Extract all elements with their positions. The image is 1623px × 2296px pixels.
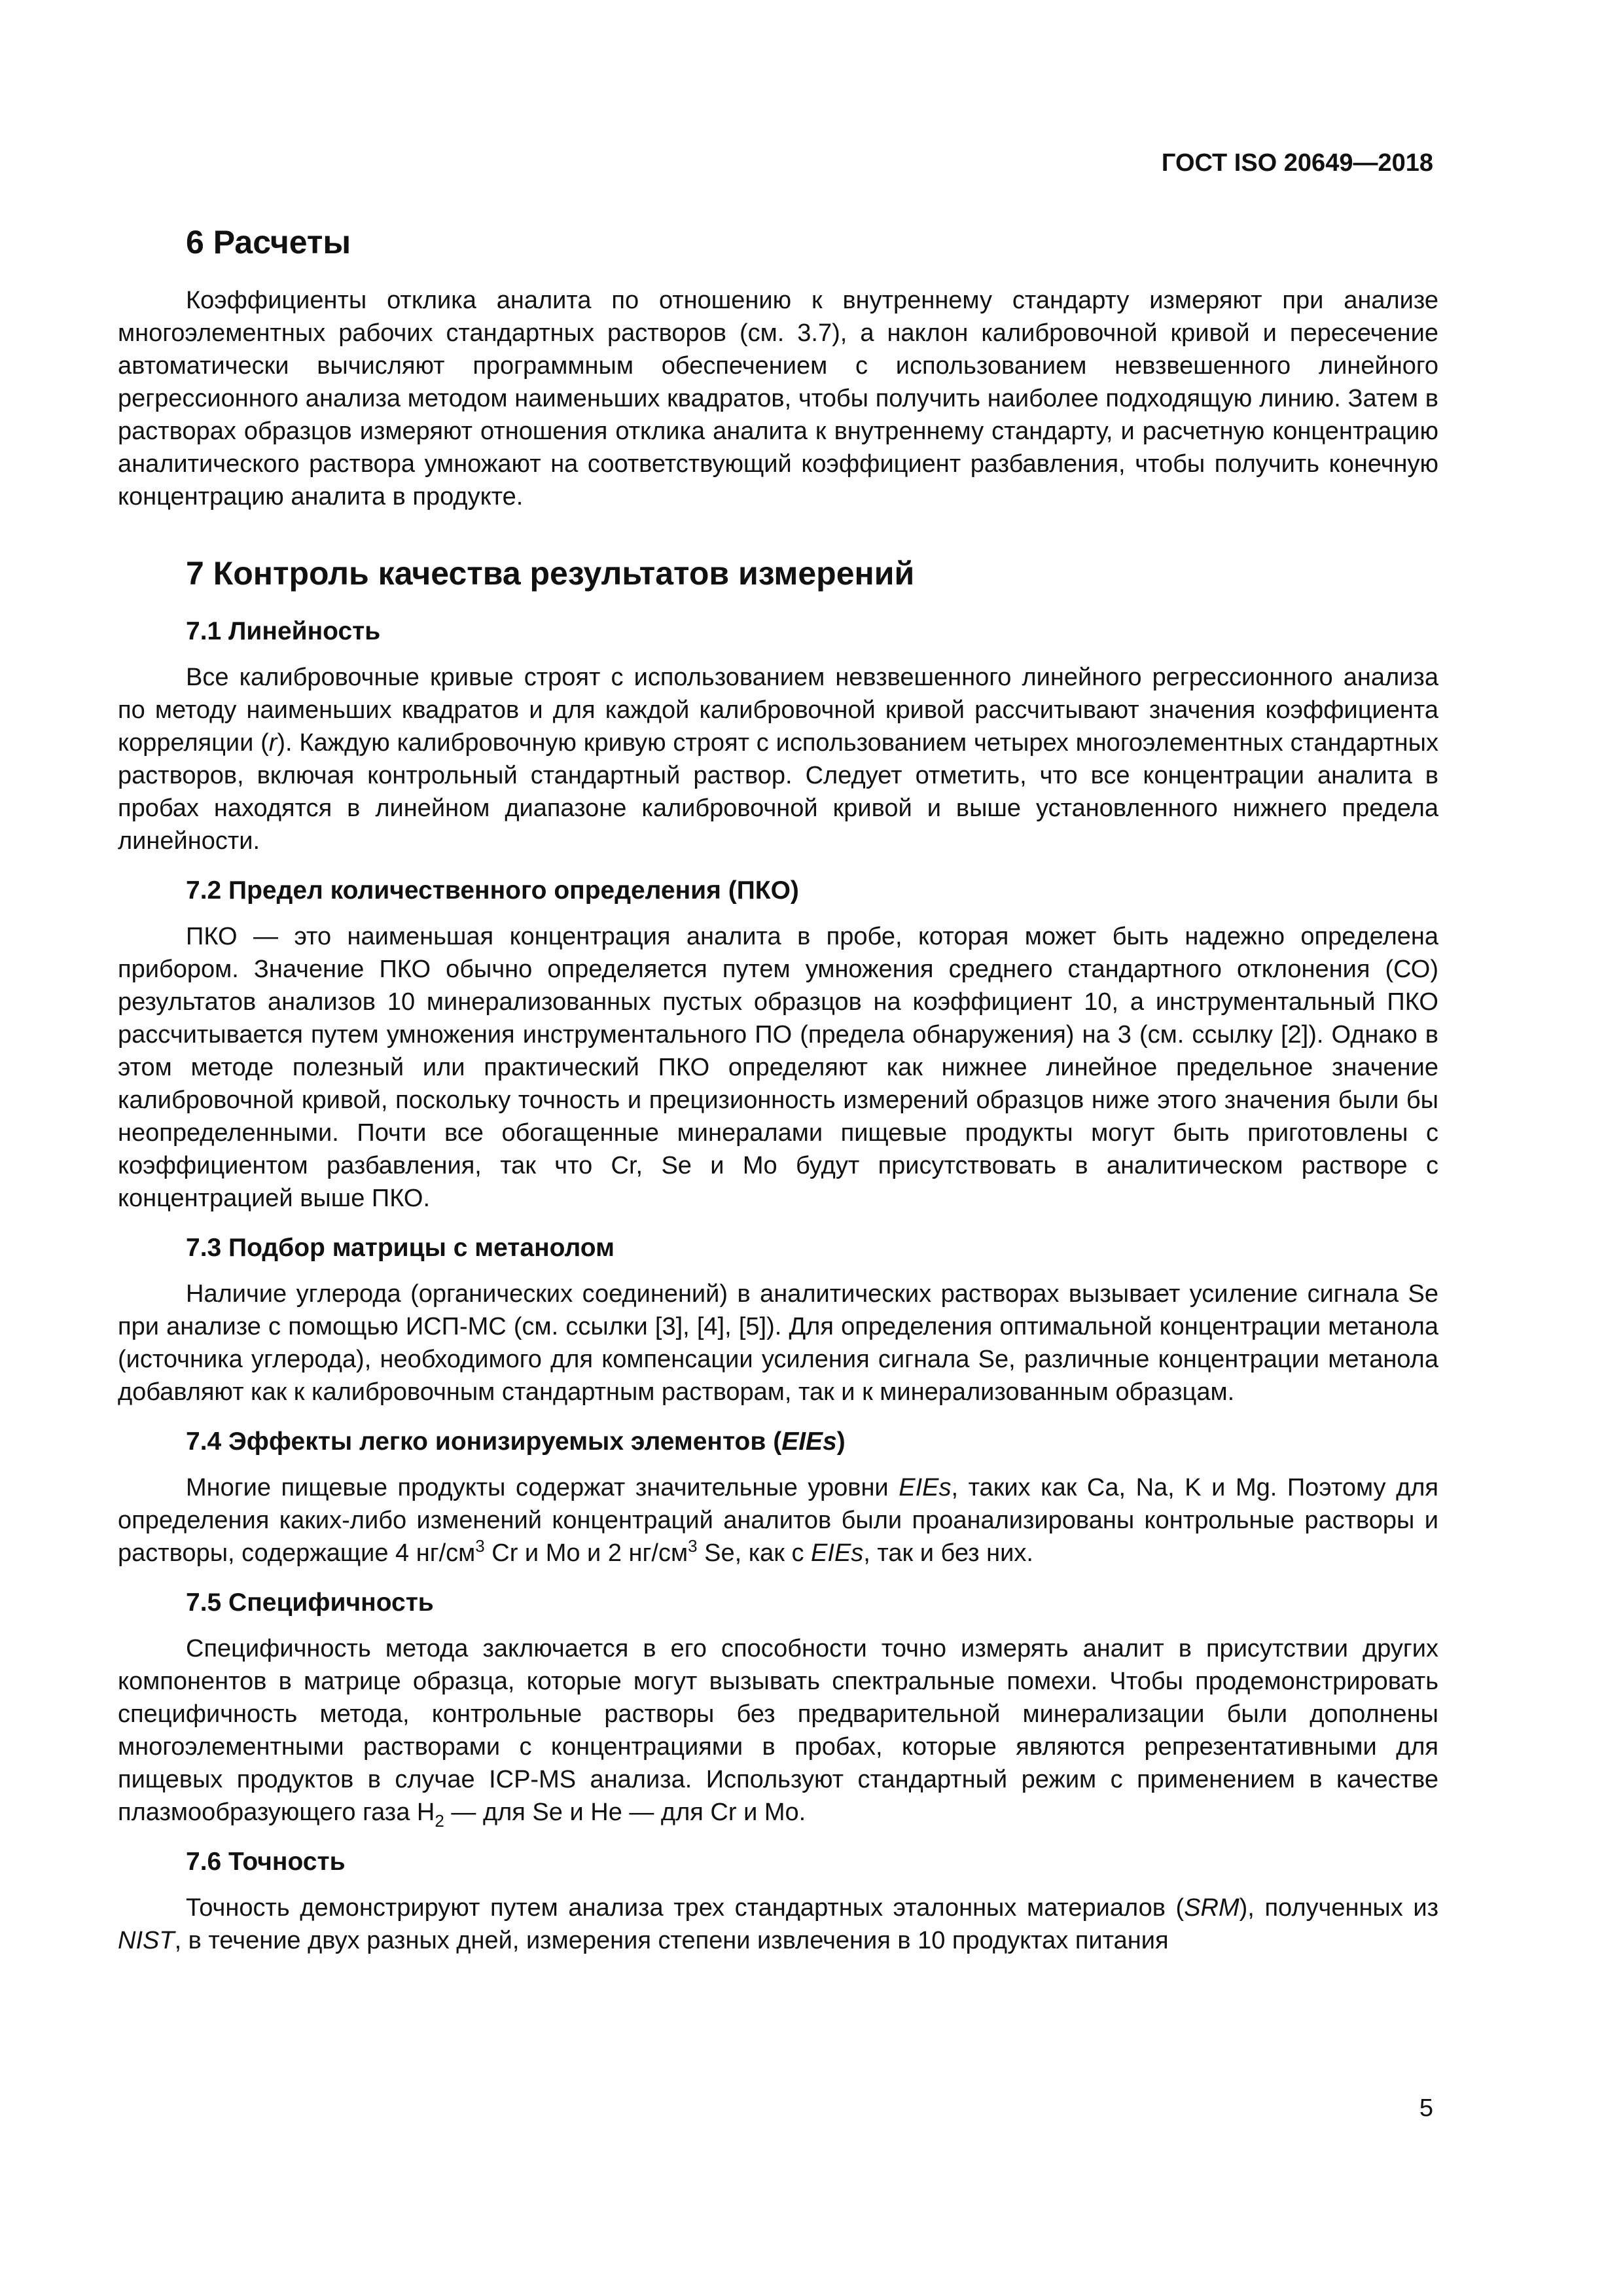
document-id: ГОСТ ISO 20649—2018 — [1161, 149, 1433, 177]
section-7-4-title: 7.4 Эффекты легко ионизируемых элементов (EIEs) — [186, 1427, 846, 1456]
section-7-6-title: 7.6 Точность — [186, 1848, 346, 1876]
section-7-5-title: 7.5 Специфичность — [186, 1588, 434, 1617]
section-6-title: 6 Расчеты — [186, 224, 351, 260]
section-7-5-paragraph: Специфичность метода заключается в его способности точно измерять аналит в присутствии других компонентов в матрице образца, которые могут вызывать спектральные помехи. Чтобы продемонстрировать специфичность метода, контрольные растворы без предварительной минерализации были дополнены многоэлементными растворами с концентрациями в пробах, которые являются репрезентативными для пищевых продуктов в случае ICP-MS анализа. Используют стандартный режим с применением в качестве плазмообразующего газа $H_2$ — для Se и He — для Cr и Mo. — [118, 1635, 1438, 1831]
section-7-6-paragraph: Точность демонстрируют путем анализа трех стандартных эталонных материалов (SRM), полученных из NIST, в течение двух разных дней, измерения степени извлечения в 10 продуктах питания — [118, 1894, 1439, 1954]
page-content — [118, 223, 1438, 1957]
section-7-3-paragraph: Наличие углерода (органических соединений) в аналитических растворах вызывает усиление сигнала Se при анализе с помощью ИСП-МС (см. ссылки [3], [4], [5]). Для определения оптимальной концентрации метанола (источника углерода), необходимого для компенсации усиления сигнала Se, различные концентрации метанола добавляют как к калибровочным стандартным растворам, так и к минерализованным образцам. — [118, 1280, 1438, 1406]
section-7-1-title: 7.1 Линейность — [186, 617, 381, 645]
section-7-3-title: 7.3 Подбор матрицы с метанолом — [186, 1234, 615, 1262]
section-7-4-paragraph: Многие пищевые продукты содержат значительные уровни EIEs, таких как Ca, Na, K и Mg. Поэтому для определения каких-либо изменений концентраций аналитов были проанализированы контрольные растворы и растворы, содержащие 4 $нг/см^3$ Cr и Mo и 2 $нг/см^3$ Se, как с EIEs, так и без них. — [118, 1474, 1438, 1567]
section-6-paragraph: Коэффициенты отклика аналита по отношению к внутреннему стандарту измеряют при анализе многоэлементных рабочих стандартных растворов (см. 3.7), а наклон калибровочной кривой и пересечение автоматически вычисляют программным обеспечением с использованием невзвешенного линейного регрессионного анализа методом наименьших квадратов, чтобы получить наиболее подходящую линию. Затем в растворах образцов измеряют отношения отклика аналита к внутреннему стандарту, и расчетную концентрацию аналитического раствора умножают на соответствующий коэффициент разбавления, чтобы получить конечную концентрацию аналита в продукте. — [118, 287, 1438, 511]
section-7-1-paragraph: Все калибровочные кривые строят с использованием невзвешенного линейного регрессионного анализа по методу наименьших квадратов и для каждой калибровочной кривой рассчитывают значения коэффициента корреляции (r). Каждую калибровочную кривую строят с использованием четырех многоэлементных стандартных растворов, включая контрольный стандартный раствор. Следует отметить, что все концентрации аналита в пробах находятся в линейном диапазоне калибровочной кривой и выше установленного нижнего предела линейности. — [118, 664, 1438, 855]
page-number: 5 — [1419, 2094, 1433, 2122]
section-7-2-title: 7.2 Предел количественного определения (ПКО) — [186, 876, 799, 905]
section-7-title: 7 Контроль качества результатов измерений — [186, 555, 915, 592]
section-7-2-paragraph: ПКО — это наименьшая концентрация аналита в пробе, которая может быть надежно определена прибором. Значение ПКО обычно определяется путем умножения среднего стандартного отклонения (СО) результатов анализов 10 минерализованных пустых образцов на коэффициент 10, а инструментальный ПКО рассчитывается путем умножения инструментального ПО (предела обнаружения) на 3 (см. ссылку [2]). Однако в этом методе полезный или практический ПКО определяют как нижнее линейное предельное значение калибровочной кривой, поскольку точность и прецизионность измерений образцов ниже этого значения были бы неопределенными. Почти все обогащенные минералами пищевые продукты могут быть приготовлены с коэффициентом разбавления, так что Cr, Se и Mo будут присутствовать в аналитическом растворе с концентрацией выше ПКО. — [118, 923, 1438, 1212]
